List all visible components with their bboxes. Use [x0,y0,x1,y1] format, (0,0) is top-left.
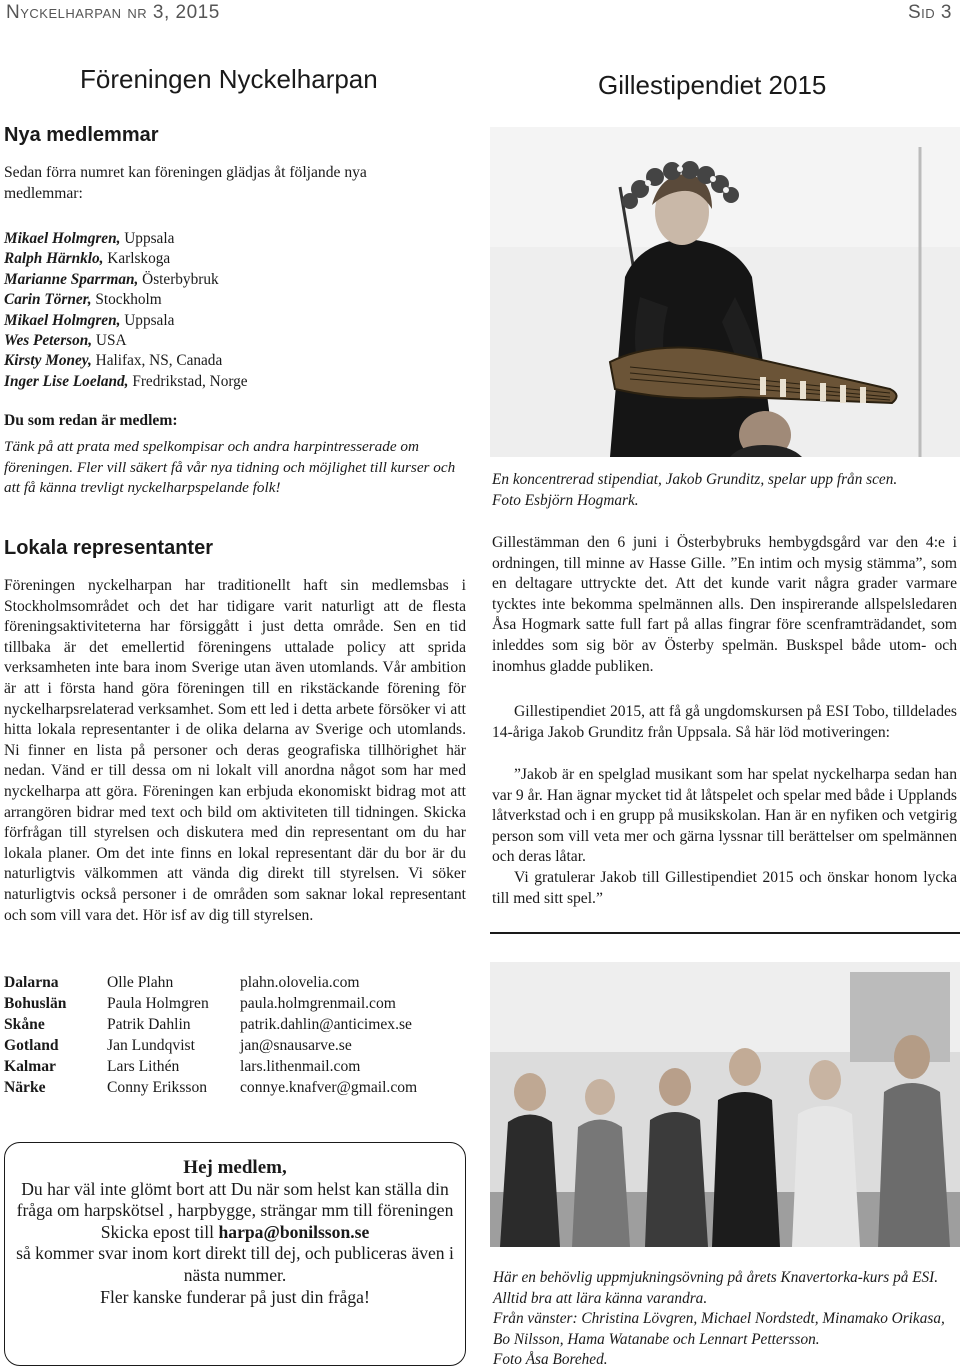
reps-heading: Lokala representanter [4,537,213,559]
photo-illustration [490,962,960,1247]
gille-paragraph-1: Gillestämman den 6 juni i Österbybruks hembygdsgård var den 4:e i ordningen, till minne av Hasse Gille. ”En intim och mysig stämma”, som en deltagare uttryckte det. Att det kunde varit några grader varmare tycktes inte bekomma spelmännen alls. Den inspirerande allspelsledaren Åsa Hogmark satte full fart på allas fingrar före scenframträdandet, som inleddes som sig bör av Österby spelmän. Buskspel både utom- och inomhus gladde publiken. [492,534,957,675]
photo-course-participants [490,962,960,1247]
table-row: Närke Conny Eriksson connye.knafver@gmail.com [4,1079,417,1100]
gille-paragraph-3: ”Jakob är en spelglad musikant som har spelat nyckelharpa sedan han var 9 år. Han ägnar mycket tid åt låtspelet och spelar med både i Upplands låtverkstad och i en grupp på musikskolan. Han är en nyfiken och vetgirig person som vill veta mer och gärna lyssnar till berättelser om spelmännen och deras låtar. [492,766,957,866]
reps-body: Föreningen nyckelharpan har traditionellt haft sin medlemsbas i Stockholmsområdet och det har tidigare varit naturligt att de flesta föreningsaktiviteterna har försiggått i just detta område. Sen en tid tillbaka är det emellertid föreningens uttalade policy att sprida verksamheten inte bara inom Sverige utan även utomlands. Vår ambition är att i första hand göra föreningen till en rikstäckande förening för nyckelharpsrelaterad verksamhet. Som ett led i detta arbete försöker vi att hitta lokala representanter i de olika delarna av Sverige och utomlands. Ni finner en lista på personer och deras geografiska tillhörighet här nedan. Vänd er till dessa om ni lokalt vill anordna något som har med nyckelharpa att göra. Föreningen kan erbjuda ekonomiskt bidrag mot att arrangören bidrar med text och bild om aktiviteten till tidningen. Skicka förfrågan till styrelsen och diskutera med din representant om du har lokala planer. Om det inte finns en lokal representant där du bor är du naturligtvis välkommen att vända dig direkt till styrelsen. Vi söker naturligtvis också personer i de områden som saknar lokal representant och som vill vara det. Hör isf av dig till styrelsen. [4,577,466,924]
section-divider [490,932,960,934]
contact-box-line3: Fler kanske funderar på just din fråga! [100,1286,370,1307]
photo-jakob-grunditz [490,127,960,457]
photo-caption-course-line3: Foto Åsa Borehed. [493,1351,608,1369]
list-item: Kirsty Money, Halifax, NS, Canada [4,352,223,370]
list-item: Ralph Härnklo, Karlskoga [4,250,171,268]
contact-box-email-line: Skicka epost till harpa@bonilsson.se [100,1221,370,1242]
reps-table [4,974,417,1100]
list-item: Mikael Holmgren, Uppsala [4,230,175,247]
gille-paragraph-4: Vi gratulerar Jakob till Gillestipendiet 2015 och önskar honom lycka till med sitt spel.” [492,869,957,907]
rep-email: jan@snausarve.se [240,1037,352,1054]
list-item: Marianne Sparrman, Österbybruk [4,270,219,288]
photo-illustration [490,127,960,457]
new-members-intro: Sedan förra numret kan föreningen glädjas åt följande nya medlemmar: [4,164,367,202]
rep-email: patrik.dahlin@anticimex.se [240,1016,412,1033]
contact-box-line2: så kommer svar inom kort direkt till dej, och publiceras även i nästa nummer. [16,1243,454,1285]
rep-email: lars.lithenmail.com [240,1058,361,1075]
table-row: Gotland Jan Lundqvist jan@snausarve.se [4,1037,417,1058]
table-row: Bohuslän Paula Holmgren paula.holmgrenmail.com [4,995,417,1016]
page-number: Sid 3 [907,2,952,23]
new-members-list [4,229,464,392]
section-title-forening: Föreningen Nyckelharpan [80,64,378,94]
section-title-gillestipendiet: Gillestipendiet 2015 [598,70,827,100]
list-item: Carin Törner, Stockholm [4,291,162,309]
table-row: Dalarna Olle Plahn plahn.olovelia.com [4,974,417,995]
list-item: Inger Lise Loeland, Fredrikstad, Norge [4,372,248,390]
contact-email: harpa@bonilsson.se [218,1221,370,1242]
contact-box-line1: Du har väl inte glömt bort att Du när som helst kan ställa din fråga om harpskötsel , harpbygge, strängar mm till föreningen [16,1178,454,1221]
new-members-heading: Nya medlemmar [4,124,159,146]
list-item: Wes Peterson, USA [4,332,127,350]
rep-email: connye.knafver@gmail.com [240,1079,418,1096]
member-heading: Du som redan är medlem: [4,412,178,429]
table-row: Kalmar Lars Lithén lars.lithenmail.com [4,1058,417,1079]
running-header-title: Nyckelharpan nr 3, 2015 [6,2,220,23]
photo-caption-jakob: En koncentrerad stipendiat, Jakob Grunditz, spelar upp från scen. Foto Esbjörn Hogmark. [492,471,898,509]
contact-box-title: Hej medlem, [183,1157,287,1178]
rep-email: plahn.olovelia.com [240,974,360,991]
photo-caption-course-line2: Från vänster: Christina Lövgren, Michael Nordstedt, Minamako Orikasa, Bo Nilsson, Hama Watanabe och Lennart Pettersson. [493,1310,945,1348]
photo-caption-course [493,1268,953,1371]
contact-box [4,1142,466,1366]
member-text: Tänk på att prata med spelkompisar och andra harpintresserade om föreningen. Fler vill säkert få vår nya tidning och möjlighet till kurser och att få känna trevligt nyckelharpspelande folk! [4,438,456,497]
photo-caption-course-line1: Här en behövlig uppmjukningsövning på årets Knavertorka-kurs på ESI. Alltid bra att lära känna varandra. [493,1269,939,1307]
table-row: Skåne Patrik Dahlin patrik.dahlin@anticimex.se [4,1016,417,1037]
gille-paragraph-2: Gillestipendiet 2015, att få gå ungdomskursen på ESI Tobo, tilldelades 14-åriga Jakob Grunditz från Uppsala. Så här löd motiveringen: [492,703,957,741]
list-item: Mikael Holmgren, Uppsala [4,311,175,329]
rep-email: paula.holmgrenmail.com [240,995,396,1012]
